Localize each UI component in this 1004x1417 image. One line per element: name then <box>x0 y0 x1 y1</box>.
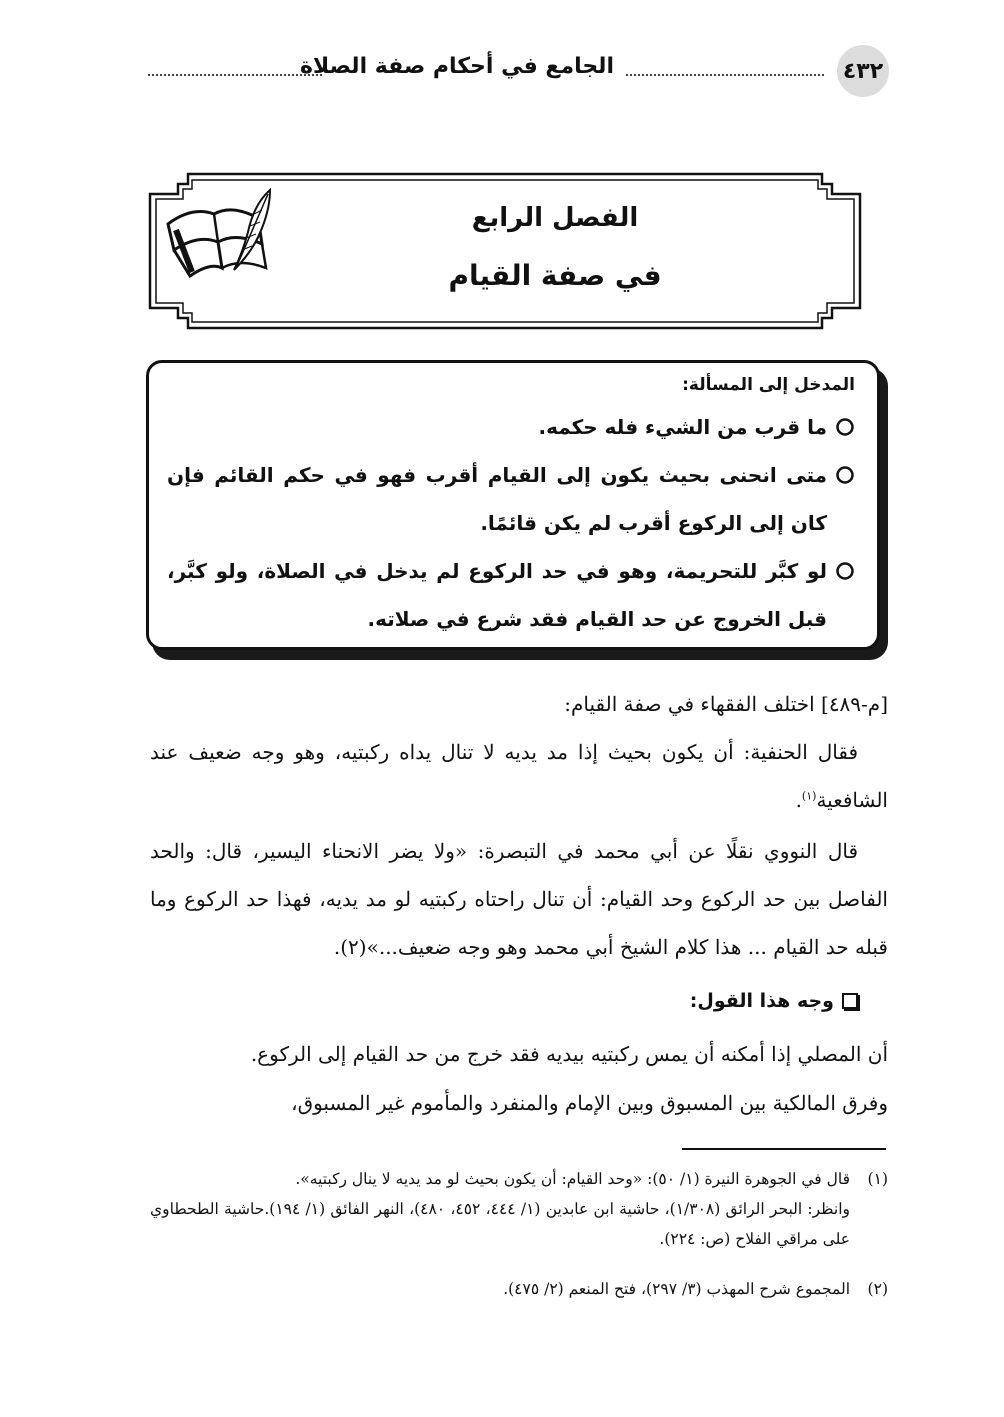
intro-point <box>167 547 855 643</box>
footnote-number: (١) <box>867 1170 888 1188</box>
hanafi-end: . <box>795 788 802 812</box>
intro-box-label: المدخل إلى المسألة: <box>682 375 855 395</box>
intro-point-text: لو كبَّر للتحريمة، وهو في حد الركوع لم يدخل في الصلاة، ولو كبَّر، قبل الخروج عن حد القيام فقد شرع في صلاته. <box>167 559 827 631</box>
header-dots-right <box>626 74 824 76</box>
issue-intro-paragraph: [م-٤٨٩] اختلف الفقهاء في صفة القيام: <box>564 692 888 716</box>
intro-point <box>167 451 855 547</box>
footnote-text: المجموع شرح المهذب (٣/ ٢٩٧)، فتح المنعم (٢/ ٤٧٥). <box>503 1280 850 1298</box>
footnote-continuation: وانظر: البحر الرائق (١/٣٠٨)، حاشية ابن عابدين (١/ ٤٤٤، ٤٥٢، ٤٨٠)، النهر الفائق (١/ ١٩٤).حاشية الطحطاوي على مراقي الفلاح (ص: ٢٢٤). <box>150 1200 850 1248</box>
subheading-text: وجه هذا القول: <box>689 990 834 1012</box>
square-bullet-icon <box>842 993 858 1009</box>
footnote-text: قال في الجوهرة النيرة (١/ ٥٠): «وحد القيام: أن يكون بحيث لو مد يديه لا ينال ركبتيه». <box>295 1170 850 1188</box>
circle-bullet-icon <box>835 465 855 485</box>
maliki-paragraph: وفرق المالكية بين المسبوق وبين الإمام والمنفرد والمأموم غير المسبوق، <box>291 1091 888 1115</box>
intro-point-text: متى انحنى بحيث يكون إلى القيام أقرب فهو في حكم القائم فإن كان إلى الركوع أقرب لم يكن قائمًا. <box>167 463 827 535</box>
footnote-number: (٢) <box>867 1280 888 1298</box>
book-and-quill-icon <box>162 184 280 280</box>
intro-box <box>146 360 880 650</box>
running-header-title: الجامع في أحكام صفة الصلاة <box>299 54 614 79</box>
nawawi-paragraph: قال النووي نقلًا عن أبي محمد في التبصرة: «ولا يضر الانحناء اليسير، قال: والحد الفاصل بين حد الركوع وحد القيام: أن تنال راحتاه ركبتيه لو مد يديه، فهذا حد الركوع وما قبله حد القيام ... هذا كلام الشيخ أبي محمد وهو وجه ضعيف...»(٢). <box>150 839 888 959</box>
chapter-subtitle: في صفة القيام <box>448 259 662 292</box>
circle-bullet-icon <box>835 561 855 581</box>
page-number: ٤٣٢ <box>837 45 889 97</box>
header-dots-left <box>148 74 322 76</box>
intro-point-text: ما قرب من الشيء فله حكمه. <box>538 415 827 439</box>
intro-point <box>167 403 855 451</box>
reason-paragraph: أن المصلي إذا أمكنه أن يمس ركبتيه بيديه فقد خرج من حد القيام إلى الركوع. <box>250 1042 888 1066</box>
footnote-ref-1[interactable]: (١) <box>801 789 817 803</box>
chapter-title: الفصل الرابع <box>471 203 639 233</box>
footnote <box>150 1274 888 1304</box>
hanafi-paragraph <box>150 728 888 824</box>
hanafi-text: فقال الحنفية: أن يكون بحيث إذا مد يديه لا تنال يداه ركبتيه، وهو وجه ضعيف عند الشافعية <box>150 740 888 812</box>
subheading <box>690 990 858 1012</box>
footnote <box>150 1164 888 1254</box>
circle-bullet-icon <box>835 417 855 437</box>
footnote-separator <box>682 1148 886 1150</box>
